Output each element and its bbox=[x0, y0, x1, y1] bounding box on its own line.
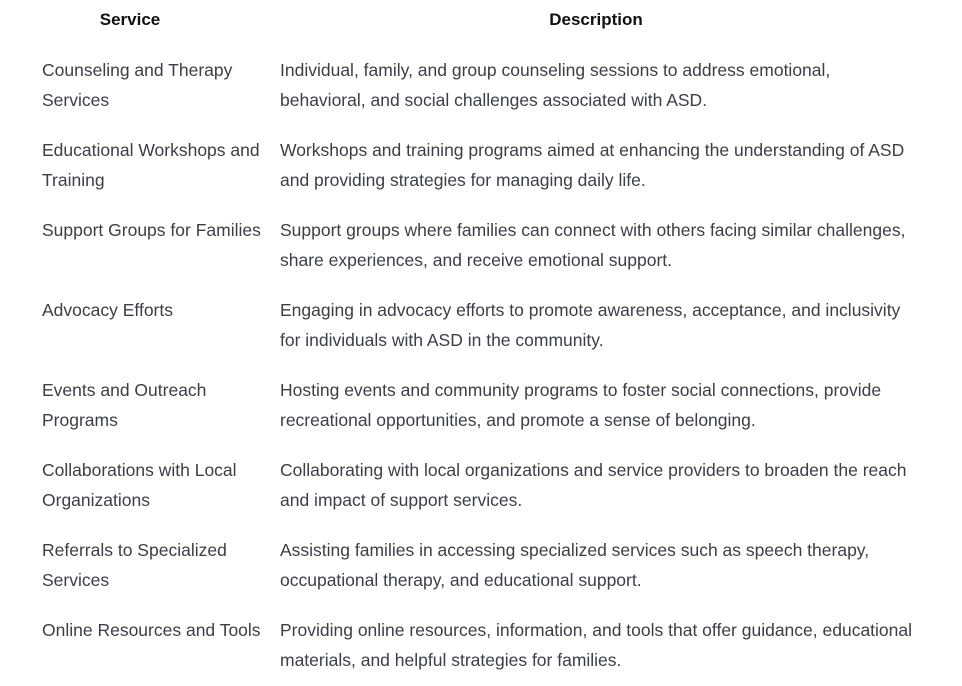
service-column-header: Service bbox=[99, 10, 161, 29]
service-cell: Online Resources and Tools bbox=[42, 620, 261, 640]
table-row bbox=[0, 520, 962, 600]
table-row bbox=[0, 440, 962, 520]
table-row bbox=[0, 40, 962, 120]
table-row bbox=[0, 280, 962, 360]
description-cell: Hosting events and community programs to foster social connections, provide recreational opportunities, and promote a sense of belonging. bbox=[280, 380, 882, 430]
table-row bbox=[0, 600, 962, 680]
table-row bbox=[0, 360, 962, 440]
service-cell: Collaborations with Local Organizations bbox=[42, 460, 237, 510]
service-cell: Educational Workshops and Training bbox=[42, 140, 260, 190]
description-cell: Workshops and training programs aimed at enhancing the understanding of ASD and providing strategies for managing daily life. bbox=[280, 140, 905, 190]
service-cell: Counseling and Therapy Services bbox=[42, 60, 233, 110]
service-cell: Advocacy Efforts bbox=[42, 300, 173, 320]
service-cell: Events and Outreach Programs bbox=[42, 380, 207, 430]
table-row bbox=[0, 120, 962, 200]
table-row bbox=[0, 200, 962, 280]
table-header bbox=[0, 0, 962, 40]
description-cell: Support groups where families can connect with others facing similar challenges, share experiences, and receive emotional support. bbox=[280, 220, 906, 270]
description-column-header: Description bbox=[549, 10, 643, 29]
description-cell: Individual, family, and group counseling sessions to address emotional, behavioral, and social challenges associated with ASD. bbox=[280, 60, 831, 110]
description-cell: Engaging in advocacy efforts to promote awareness, acceptance, and inclusivity for individuals with ASD in the community. bbox=[280, 300, 901, 350]
description-cell: Assisting families in accessing specialized services such as speech therapy, occupational therapy, and educational support. bbox=[280, 540, 870, 590]
table-body bbox=[0, 40, 962, 680]
header-row bbox=[0, 0, 962, 40]
description-cell: Providing online resources, information, and tools that offer guidance, educational materials, and helpful strategies for families. bbox=[280, 620, 913, 670]
description-cell: Collaborating with local organizations and service providers to broaden the reach and impact of support services. bbox=[280, 460, 907, 510]
service-cell: Support Groups for Families bbox=[42, 220, 261, 240]
service-cell: Referrals to Specialized Services bbox=[42, 540, 227, 590]
